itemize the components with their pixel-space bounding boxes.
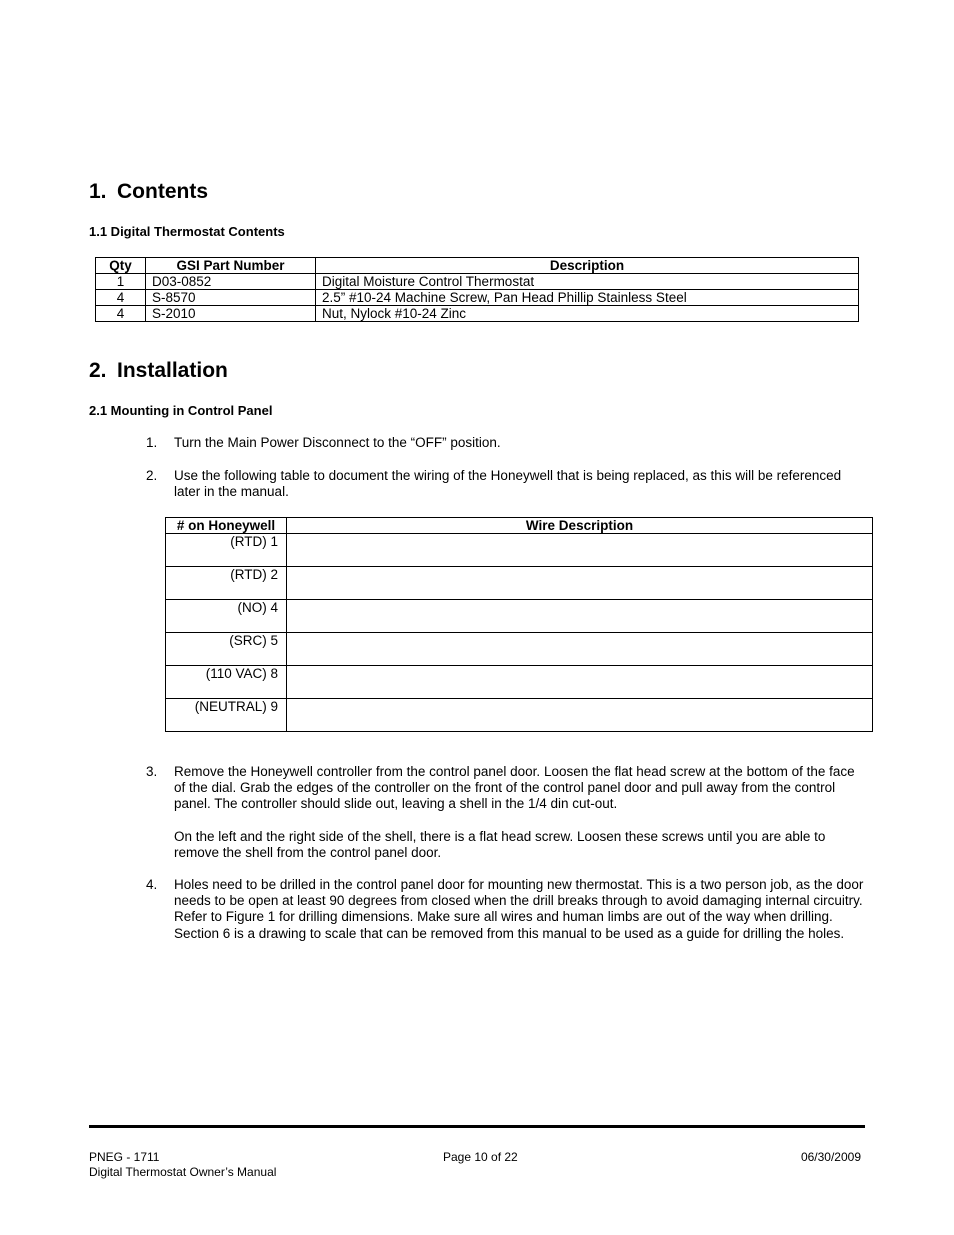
col-header-wire-description: Wire Description [287, 518, 873, 534]
step-text: Use the following table to document the wiring of the Honeywell that is being replaced, as this will be referenced later in the manual. [174, 468, 842, 500]
section-1-heading [89, 180, 208, 204]
cell-description: Nut, Nylock #10-24 Zinc [316, 306, 859, 322]
step-number: 1. [146, 435, 158, 450]
table-row [166, 567, 873, 600]
col-header-part-number: GSI Part Number [146, 258, 316, 274]
cell-part-number: S-2010 [146, 306, 316, 322]
section-2-number: 2. [89, 359, 107, 382]
section-1-number: 1. [89, 180, 107, 203]
cell-part-number: D03-0852 [146, 274, 316, 290]
cell-terminal: (NO) 4 [166, 600, 287, 633]
cell-terminal: (SRC) 5 [166, 633, 287, 666]
table-row [96, 306, 859, 322]
cell-terminal: (RTD) 2 [166, 567, 287, 600]
table-row [166, 699, 873, 732]
footer-date: 06/30/2009 [800, 1150, 861, 1164]
honeywell-wiring-table [165, 517, 873, 732]
table-row [96, 274, 859, 290]
step-text: Turn the Main Power Disconnect to the “OFF” position. [174, 435, 501, 450]
step-text: Holes need to be drilled in the control panel door for mounting new thermostat. This is a two person job, as the door needs to be open at least 90 degrees from closed when the drill breaks through to avoid damaging internal circuitry. Refer to Figure 1 for drilling dimensions. Make sure all wires and human limbs are out of the way when drilling. Section 6 is a drawing to scale that can be removed from this manual to be used as a guide for drilling the holes. [174, 877, 864, 941]
cell-wire-description [287, 534, 873, 567]
table-row [96, 290, 859, 306]
contents-table-header-row [96, 258, 859, 274]
cell-wire-description [287, 567, 873, 600]
step-4 [146, 877, 866, 942]
footer-divider [89, 1125, 865, 1128]
subsection-1-1-heading: 1.1 Digital Thermostat Contents [89, 224, 285, 239]
cell-terminal: (RTD) 1 [166, 534, 287, 567]
section-1-title: Contents [117, 180, 208, 203]
col-header-qty: Qty [96, 258, 146, 274]
step-3 [146, 764, 866, 861]
step-text: Remove the Honeywell controller from the control panel door. Loosen the flat head screw at the bottom of the face of the dial. Grab the edges of the controller on the front of the control panel door and pull away from the control panel. The controller should slide out, leaving a shell in the 1/4 din cut-out. [174, 764, 855, 812]
cell-qty: 4 [96, 306, 146, 322]
col-header-honeywell-number: # on Honeywell [166, 518, 287, 534]
section-2-heading [89, 359, 228, 383]
cell-wire-description [287, 666, 873, 699]
table-row [166, 633, 873, 666]
cell-terminal: (110 VAC) 8 [166, 666, 287, 699]
contents-table [95, 257, 859, 322]
cell-qty: 1 [96, 274, 146, 290]
subsection-2-1-heading: 2.1 Mounting in Control Panel [89, 403, 273, 418]
cell-wire-description [287, 633, 873, 666]
step-2 [146, 468, 866, 500]
wiring-table-header-row [166, 518, 873, 534]
step-number: 4. [146, 877, 158, 892]
cell-qty: 4 [96, 290, 146, 306]
cell-terminal: (NEUTRAL) 9 [166, 699, 287, 732]
col-header-description: Description [316, 258, 859, 274]
footer-left [89, 1150, 276, 1180]
table-row [166, 534, 873, 567]
cell-part-number: S-8570 [146, 290, 316, 306]
table-row [166, 600, 873, 633]
step-1 [146, 435, 866, 451]
cell-description: Digital Moisture Control Thermostat [316, 274, 859, 290]
footer-doc-number: PNEG - 1711 [89, 1150, 160, 1164]
cell-wire-description [287, 699, 873, 732]
footer-doc-title: Digital Thermostat Owner’s Manual [89, 1165, 277, 1179]
step-number: 2. [146, 468, 158, 483]
section-2-title: Installation [117, 359, 228, 382]
step-text-continued: On the left and the right side of the shell, there is a flat head screw. Loosen these screws until you are able to remove the shell from the control panel door. [174, 828, 826, 860]
table-row [166, 666, 873, 699]
step-number: 3. [146, 764, 158, 779]
footer-page-number: Page 10 of 22 [443, 1150, 518, 1164]
cell-wire-description [287, 600, 873, 633]
cell-description: 2.5” #10-24 Machine Screw, Pan Head Phillip Stainless Steel [316, 290, 859, 306]
